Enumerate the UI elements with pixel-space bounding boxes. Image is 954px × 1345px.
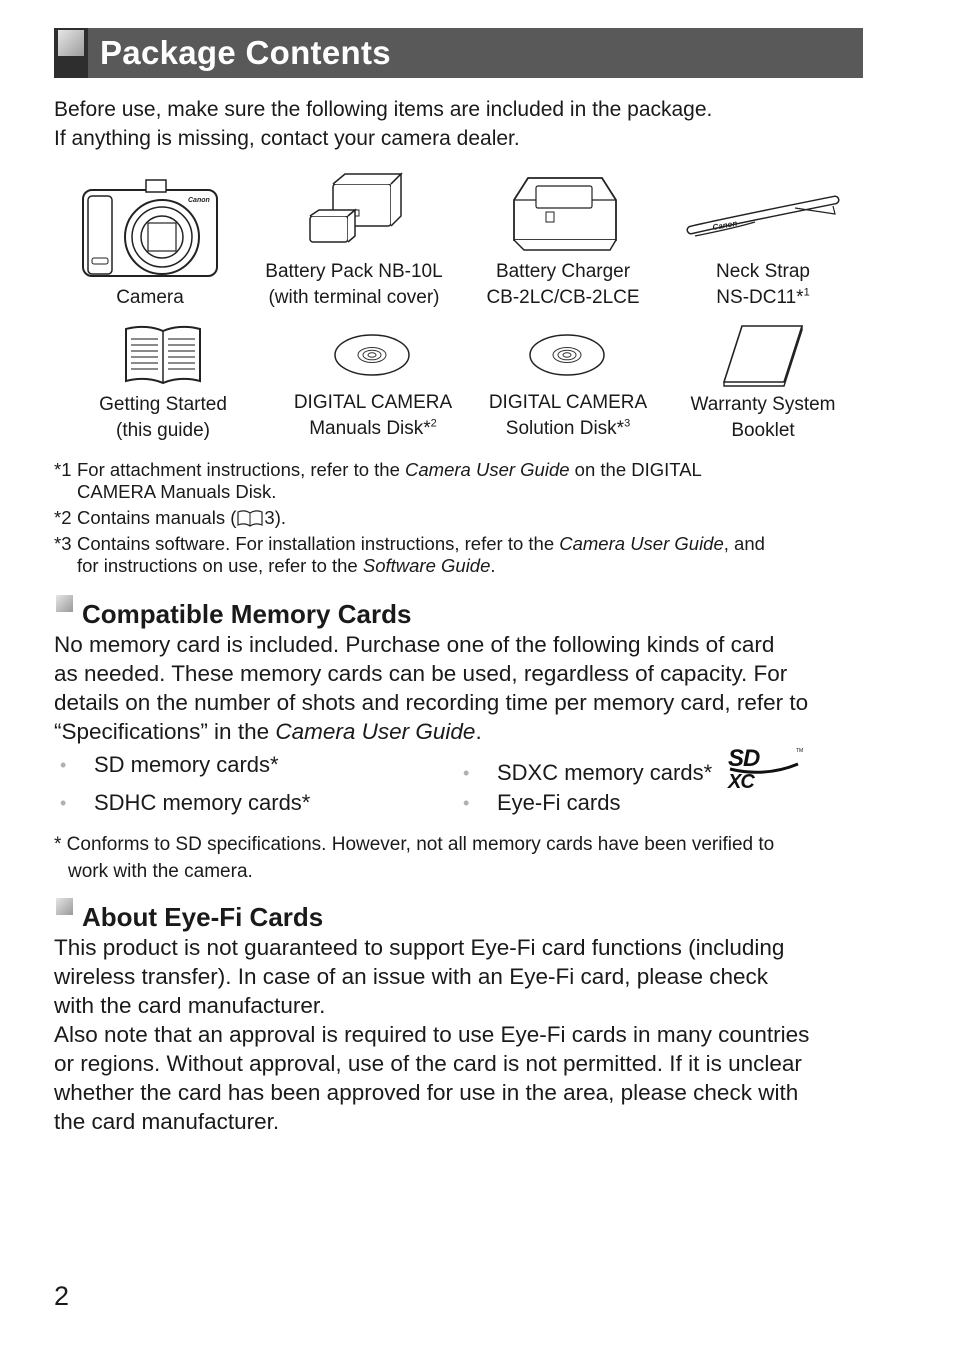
bullet-icon: • <box>60 793 67 813</box>
bullet-sdhc: • SDHC memory cards* <box>60 790 311 815</box>
section-heading-memory: Compatible Memory Cards <box>82 599 412 629</box>
item-line: Getting Started <box>99 394 227 415</box>
eyefi-paragraph: This product is not guaranteed to support Eye-Fi card functions (including wireless transfer). In case of an issue with an Eye-Fi card, please check with the card manufacturer. Also note that an approval is required to use Eye-Fi cards in many countries or regions. Without approval, use of the card is not permitted. If it is unclear whether the card has been approved for use in the area, please check with the card manufacturer. <box>54 935 810 1134</box>
guide-reference: Camera User Guide <box>405 459 570 480</box>
guide-reference: Camera User Guide <box>275 719 476 744</box>
footnote-2: *2 Contains manuals ( 3). <box>54 507 286 528</box>
svg-text:TM: TM <box>796 748 804 754</box>
intro-text <box>54 95 914 153</box>
bullet-sd: • SD memory cards* <box>60 752 279 777</box>
svg-text:SD: SD <box>728 745 760 772</box>
camera-icon <box>80 178 220 278</box>
item-line: Warranty System <box>690 394 836 415</box>
item-line: DIGITAL CAMERA <box>293 392 453 413</box>
bullet-icon: • <box>60 755 67 775</box>
item-line: DIGITAL CAMERA <box>488 392 648 413</box>
item-line: CB-2LC/CB-2LCE <box>486 287 640 308</box>
section-heading-eyefi: About Eye-Fi Cards <box>82 902 324 932</box>
page-reference[interactable]: 3 <box>264 507 275 528</box>
item-line: Solution Disk*$^3$ <box>505 417 631 439</box>
footnote-mark: *2 <box>54 507 72 528</box>
item-label-solution-disk <box>468 390 668 442</box>
item-line: Manuals Disk*$^2$ <box>309 417 437 439</box>
page-title: Package Contents <box>100 34 391 71</box>
item-label-strap <box>663 259 863 311</box>
guide-reference: Camera User Guide <box>559 533 724 554</box>
section-square-icon <box>56 595 73 612</box>
strap-brand-logo: Canon <box>711 218 738 232</box>
book-reference-icon <box>236 509 264 527</box>
memory-paragraph: No memory card is included. Purchase one of the following kinds of card as needed. These memory cards can be used, regardless of capacity. For details on the number of shots and recording time per memory card, refer to “Specifications” in the Camera User Guide. <box>54 632 809 744</box>
item-label-battery <box>254 259 454 311</box>
bullet-eyefi: • Eye-Fi cards <box>463 790 621 815</box>
item-line: NS-DC11*$^1$ <box>716 286 810 308</box>
battery-pack-icon <box>305 170 405 255</box>
camera-brand-logo: Canon <box>188 197 210 204</box>
sdxc-logo-icon <box>726 744 808 790</box>
bullet-sdxc: • SDXC memory cards* <box>463 760 713 785</box>
item-line: Neck Strap <box>716 261 810 282</box>
conformance-note: * Conforms to SD specifications. However, not all memory cards have been verified to work with the camera. <box>54 834 775 882</box>
item-label-charger <box>463 259 663 311</box>
guide-book-icon <box>122 323 204 387</box>
item-line: (with terminal cover) <box>268 287 440 308</box>
guide-reference: Software Guide <box>362 555 491 576</box>
item-line: Camera <box>116 287 184 308</box>
neck-strap-icon <box>685 192 845 242</box>
title-square-icon <box>58 30 84 56</box>
item-label-camera <box>50 285 250 311</box>
battery-charger-icon <box>510 172 620 252</box>
item-line: Battery Pack NB-10L <box>265 261 443 282</box>
item-label-getting-started <box>63 392 263 444</box>
solution-disk-icon <box>528 333 606 377</box>
section-square-icon <box>56 898 73 915</box>
intro-line-2: If anything is missing, contact your camera dealer. <box>54 127 520 150</box>
manuals-disk-icon <box>333 333 411 377</box>
item-line: (this guide) <box>116 420 210 441</box>
item-label-manuals-disk <box>273 390 473 442</box>
bullet-icon: • <box>463 793 470 813</box>
footnote-1: *1 For attachment instructions, refer to the Camera User Guide on the DIGITAL CAMERA Manuals Disk. <box>54 459 702 502</box>
warranty-booklet-icon <box>720 322 806 388</box>
footnote-mark: *1 <box>54 459 72 480</box>
item-line: Booklet <box>731 420 795 441</box>
footnote-3: *3 Contains software. For installation instructions, refer to the Camera User Guide, and for instructions on use, refer to the Software Guide. <box>54 533 765 576</box>
page-number: 2 <box>54 1281 70 1311</box>
intro-line-1: Before use, make sure the following items are included in the package. <box>54 98 713 121</box>
svg-text:XC: XC <box>728 771 754 790</box>
footnote-mark: *3 <box>54 533 72 554</box>
item-line: Battery Charger <box>495 261 631 282</box>
bullet-icon: • <box>463 763 470 783</box>
item-label-warranty <box>663 392 863 444</box>
